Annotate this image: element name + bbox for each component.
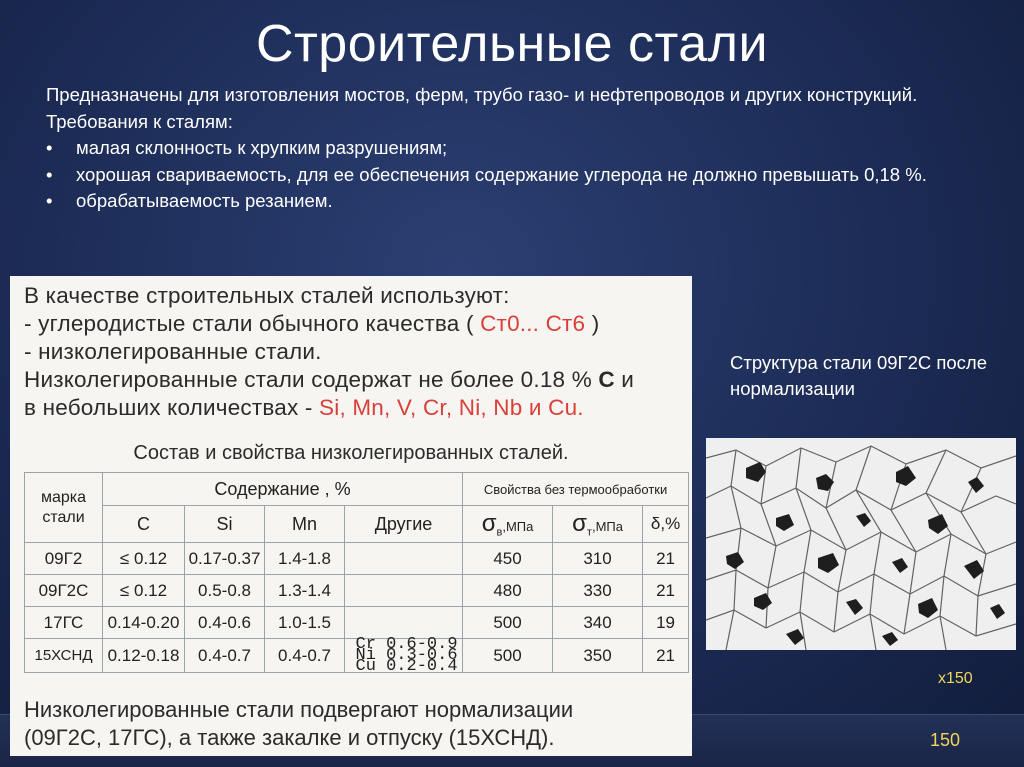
- props-header: Свойства без термообработки: [463, 473, 689, 506]
- micrograph-structure: [706, 438, 1016, 650]
- table-row: 17ГС 0.14-0.20 0.4-0.6 1.0-1.5 500 340 19: [25, 607, 689, 639]
- page-number: 150: [930, 730, 961, 750]
- scan-line: - углеродистые стали обычного качества ( Ст0... Ст6 ): [24, 311, 600, 336]
- scan-line: в небольших количествах - Si, Mn, V, Cr, Ni, Nb и Cu.: [24, 395, 584, 420]
- scan-line: В качестве строительных сталей используют:: [24, 283, 510, 308]
- carbon-symbol: С: [598, 367, 615, 392]
- bullet-icon: •: [46, 163, 53, 185]
- scanned-textbook-panel: [10, 276, 692, 756]
- micrograph-image: [706, 438, 1016, 650]
- steel-properties-table: [24, 472, 689, 676]
- table-caption: Состав и свойства низколегированных сталей.: [133, 442, 569, 464]
- intro-text: [46, 82, 976, 215]
- intro-requirements-heading: Требования к сталям:: [46, 110, 233, 132]
- scan-text: [24, 282, 634, 422]
- table-row: 15ХСНД 0.12-0.18 0.4-0.7 0.4-0.7 Cr 0.6-0.9 Ni 0.3-0.6 Cu 0.2-0.4 500 350 21: [25, 639, 689, 673]
- scan-line: - низколегированные стали.: [24, 339, 322, 364]
- requirement-item: • обрабатываемость резанием.: [46, 188, 976, 215]
- alloy-elements: Si, Mn, V, Cr, Ni, Nb и Cu.: [319, 395, 584, 420]
- scan-conclusion: Низколегированные стали подвергают нормализации (09Г2С, 17ГС), а также закалке и отпуску (15ХСНД).: [24, 697, 574, 750]
- requirement-item: • хорошая свариваемость, для ее обеспечения содержание углерода не должно превышать 0,18 %.: [46, 162, 976, 189]
- bullet-icon: •: [46, 190, 53, 211]
- table-row: 09Г2С ≤ 0.12 0.5-0.8 1.3-1.4 480 330 21: [25, 575, 689, 607]
- col-yield-header: $\sigma_т,МПа$: [553, 506, 643, 543]
- micrograph-caption: Структура стали 09Г2С после нормализации: [730, 352, 988, 399]
- intro-purpose: Предназначены для изготовления мостов, ферм, трубо газо- и нефтепроводов и других конструкций.: [46, 84, 918, 105]
- requirement-item: • малая склонность к хрупким разрушениям;: [46, 135, 976, 162]
- grade-header: марка стали: [25, 473, 103, 543]
- col-other-header: Другие: [345, 506, 463, 543]
- table-row: 09Г2 ≤ 0.12 0.17-0.37 1.4-1.8 450 310 21: [25, 543, 689, 575]
- col-c-header: С: [103, 506, 185, 543]
- requirements-list: [46, 135, 976, 215]
- scan-line: Низколегированные стали содержат не более 0.18 % С и: [24, 367, 635, 392]
- col-tensile-header: $\sigma_в,МПа$: [463, 506, 553, 543]
- slide-title: Строительные стали: [255, 15, 769, 73]
- bullet-icon: •: [46, 137, 53, 158]
- col-elongation-header: δ,%: [643, 506, 689, 543]
- content-header: Содержание , %: [103, 473, 463, 506]
- table-header-row: [25, 473, 689, 506]
- carbon-steel-grades: Ст0... Ст6: [480, 311, 586, 336]
- table-subheader-row: [25, 506, 689, 543]
- col-mn-header: Mn: [265, 506, 345, 543]
- magnification-label: x150: [938, 670, 973, 687]
- col-si-header: Si: [185, 506, 265, 543]
